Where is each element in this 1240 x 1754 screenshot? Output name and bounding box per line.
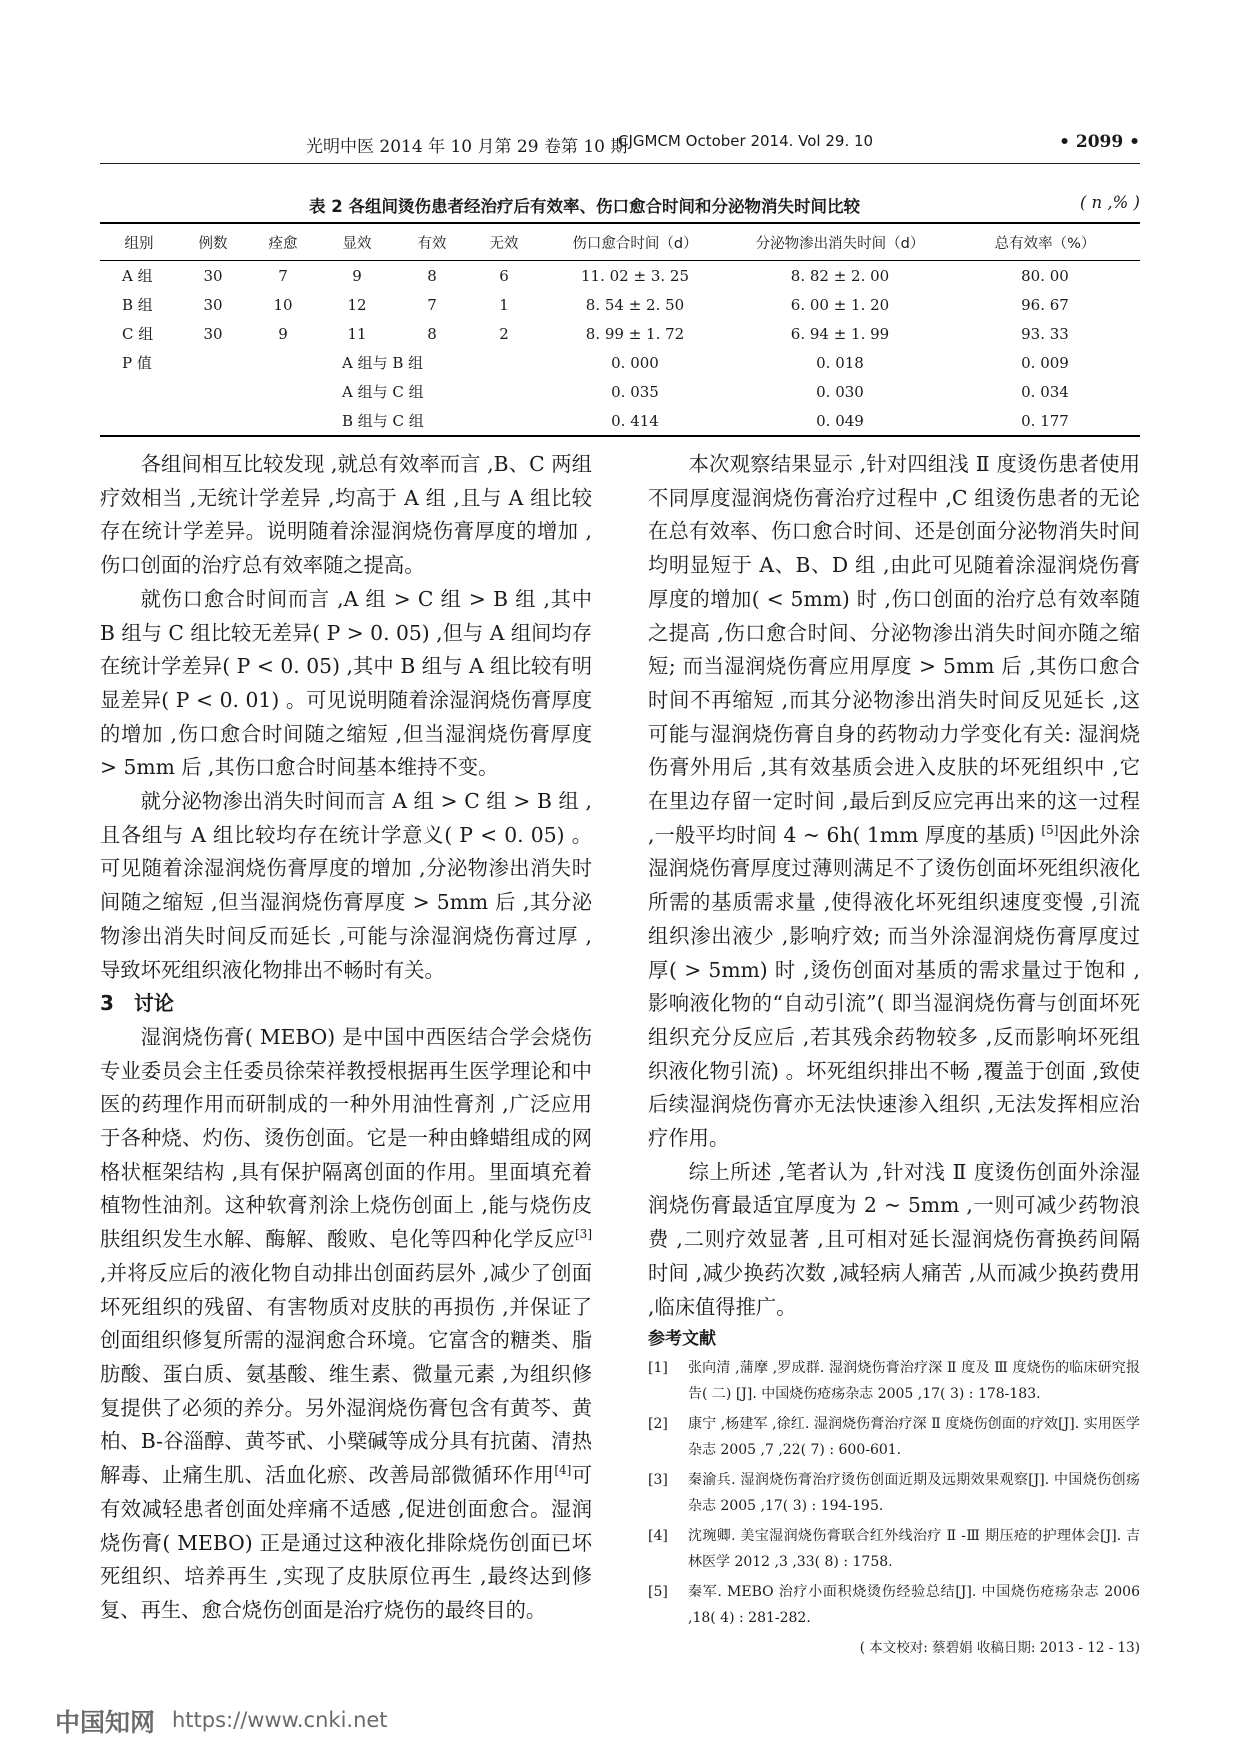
p-value-label: P 值 [122, 354, 152, 372]
reference-item: [3] 秦渝兵. 湿润烧伤膏治疗烫伤创面近期及远期效果观察[J]. 中国烧伤创疡杂志 2005 ,17( 3) : 194-195. [648, 1472, 1140, 1514]
table-cell: 9 [352, 266, 362, 285]
references-heading: 参考文献 [648, 1329, 716, 1350]
citation: [5] [1041, 822, 1059, 837]
journal-title-cn: 光明中医 2014 年 10 月第 29 卷第 10 期 [306, 137, 628, 157]
col-header-healing-time: 伤口愈合时间（d） [540, 223, 730, 261]
paragraph: 就分泌物渗出消失时间而言 A 组 > C 组 > B 组 ,且各组与 A 组比较均存在统计学意义( P < 0. 05) 。可见随着涂湿润烧伤膏厚度的增加 ,分泌物渗出消失时间随之缩短 ,但当湿润烧伤膏厚度 > 5mm 后 ,其分泌物渗出消失时间反而延长 ,可能与涂湿润烧伤膏过厚 ,导致坏死组织液化物排出不畅时有关。 [100, 789, 592, 982]
table-cell: 6 [499, 266, 509, 285]
table-cell: 0. 018 [816, 353, 864, 372]
table-cell: 8. 82 ± 2. 00 [790, 266, 890, 285]
table-row [100, 290, 1140, 319]
table-cell: 8. 99 ± 1. 72 [585, 324, 685, 343]
table-cell: 8 [427, 266, 437, 285]
col-header-secretion-time: 分泌物渗出消失时间（d） [730, 223, 950, 261]
comparison-label: B 组与 C 组 [318, 406, 540, 436]
table-row [100, 406, 1140, 436]
table-cell: 30 [203, 324, 223, 343]
reference-list [648, 1356, 1140, 1631]
page-number: • 2099 • [1059, 132, 1140, 152]
table-cell: 0. 049 [730, 406, 950, 436]
table-title: 表 2 各组间烫伤患者经治疗后有效率、伤口愈合时间和分泌物消失时间比较 [309, 197, 860, 216]
reference-item: [4] 沈琬卿. 美宝湿润烧伤膏联合红外线治疗 Ⅱ -Ⅲ 期压疮的护理体会[J]. 吉林医学 2012 ,3 ,33( 8) : 1758. [648, 1528, 1140, 1570]
cnki-logo: 中国知网 [55, 1708, 156, 1737]
header-rule [100, 163, 1140, 164]
table-cell: 1 [499, 295, 509, 314]
col-header-effective: 有效 [396, 223, 468, 261]
cnki-url-link[interactable]: https://www.cnki.net [172, 1708, 388, 1732]
paragraph: 综上所述 ,笔者认为 ,针对浅 Ⅱ 度烫伤创面外涂湿润烧伤膏最适宜厚度为 2 ~ 5mm ,一则可减少药物浪费 ,二则疗效显著 ,且可相对延长湿润烧伤膏换药间隔时间 ,减少换药次数 ,减轻病人痛苦 ,从而减少换药费用 ,临床值得推广。 [648, 1159, 1140, 1319]
table-cell: 8. 54 ± 2. 50 [585, 295, 685, 314]
paragraph: 就伤口愈合时间而言 ,A 组 > C 组 > B 组 ,其中 B 组与 C 组比较无差异( P > 0. 05) ,但与 A 组间均存在统计学差异( P < 0. 05) ,其中 B 组与 A 组比较有明显差异( P < 0. 01) 。可见说明随着涂湿润烧伤膏厚度的增加 ,伤口愈合时间随之缩短 ,但当湿润烧伤膏厚度 > 5mm 后 ,其伤口愈合时间基本维持不变。 [100, 586, 592, 780]
table-cell: A 组 [122, 267, 153, 285]
table-cell: 0. 035 [611, 382, 659, 401]
table-cell: 2 [499, 324, 509, 343]
table-cell: B 组 [122, 296, 153, 314]
citation: [3] [575, 1227, 592, 1242]
table-cell: 6. 00 ± 1. 20 [790, 295, 890, 314]
table-cell: 11 [347, 324, 367, 343]
col-header-total-rate: 总有效率（%） [950, 223, 1140, 261]
table-cell: 0. 030 [816, 382, 864, 401]
section-number: 3 [100, 991, 114, 1016]
table-row [100, 261, 1140, 291]
right-column [648, 448, 1140, 1660]
table-cell: 30 [203, 295, 223, 314]
reference-item: [2] 康宁 ,杨建军 ,徐红. 湿润烧伤膏治疗深 Ⅱ 度烧伤创面的疗效[J]. 实用医学杂志 2005 ,7 ,22( 7) : 600-601. [648, 1416, 1140, 1458]
results-table [100, 222, 1140, 437]
table-cell: 96. 67 [1021, 295, 1069, 314]
col-header-marked: 显效 [318, 223, 396, 261]
table-cell: 0. 034 [1021, 382, 1069, 401]
comparison-label: A 组与 C 组 [342, 383, 424, 401]
table-cell: 10 [273, 295, 293, 314]
table-cell: 11. 02 ± 3. 25 [581, 266, 689, 285]
table-cell: 12 [347, 295, 367, 314]
reference-item: [1] 张向清 ,蒲摩 ,罗成群. 湿润烧伤膏治疗深 Ⅱ 度及 Ⅲ 度烧伤的临床研究报告( 二) [J]. 中国烧伤疮疡杂志 2005 ,17( 3) : 178-183. [648, 1360, 1140, 1402]
table-row [100, 319, 1140, 348]
table-cell: 0. 000 [611, 353, 659, 372]
col-header-cases: 例数 [178, 223, 248, 261]
table-cell: 9 [278, 324, 288, 343]
section-title: 讨论 [133, 991, 174, 1016]
comparison-label: A 组与 B 组 [342, 354, 424, 372]
table-cell: 0. 414 [540, 406, 730, 436]
citation: [4] [554, 1463, 572, 1478]
table-cell: 7 [427, 295, 437, 314]
table-cell: 0. 009 [1021, 353, 1069, 372]
col-header-group: 组别 [100, 223, 178, 261]
paragraph: 湿润烧伤膏( MEBO) 是中国中西医结合学会烧伤专业委员会主任委员徐荣祥教授根据再生医学理论和中医的药理作用而研制成的一种外用油性膏剂 ,广泛应用于各种烧、灼伤、烫伤创面。它是一种由蜂蜡组成的网格状框架结构 ,具有保护隔离创面的作用。里面填充着植物性油剂。这种软膏剂涂上烧伤创面上 ,能与烧伤皮肤组织发生水解、酶解、酸败、皂化等四种化学反应[3] ,并将反应后的液化物自动排出创面药层外 ,减少了创面坏死组织的残留、有害物质对皮肤的再损伤 ,并保证了创面组织修复所需的湿润愈合环境。它富含的糖类、脂肪酸、蛋白质、氨基酸、维生素、微量元素 ,为组织修复提供了必须的养分。另外湿润烧伤膏包含有黄芩、黄柏、B-谷淄醇、黄芩甙、小檗碱等成分具有抗菌、清热解毒、止痛生肌、活血化瘀、改善局部微循环作用[4]可有效减轻患者创面处痒痛不适感 ,促进创面愈合。湿润烧伤膏( MEBO) 正是通过这种液化排除烧伤创面已坏死组织、培养再生 ,实现了皮肤原位再生 ,最终达到修复、再生、愈合烧伤创面是治疗烧伤的最终目的。 [100, 1024, 592, 1622]
table-cell: 8 [427, 324, 437, 343]
journal-title-en: CJGMCM October 2014. Vol 29. 10 [618, 132, 874, 150]
table-cell: 80. 00 [1021, 266, 1069, 285]
proof-note: ( 本文校对: 蔡碧娟 收稿日期: 2013 - 12 - 13) [859, 1640, 1140, 1657]
table-cell: 7 [278, 266, 288, 285]
table-cell: 6. 94 ± 1. 99 [790, 324, 890, 343]
table-cell: 0. 177 [950, 406, 1140, 436]
left-column [100, 448, 592, 1628]
paragraph: 各组间相互比较发现 ,就总有效率而言 ,B、C 两组疗效相当 ,无统计学差异 ,均高于 A 组 ,且与 A 组比较存在统计学差异。说明随着涂湿润烧伤膏厚度的增加 ,伤口创面的治疗总有效率随之提高。 [100, 452, 592, 578]
table-caption [100, 193, 1140, 219]
table-cell: 93. 33 [1021, 324, 1069, 343]
reference-item: [5] 秦军. MEBO 治疗小面积烧烫伤经验总结[J]. 中国烧伤疮疡杂志 2006 ,18( 4) : 281-282. [648, 1584, 1140, 1626]
table-header-row [100, 223, 1140, 261]
table-cell: C 组 [122, 325, 154, 343]
running-header [100, 132, 1140, 158]
table-cell: 30 [203, 266, 223, 285]
col-header-cured: 痊愈 [248, 223, 318, 261]
table-row [100, 377, 1140, 406]
section-heading [100, 987, 592, 1021]
col-header-ineffective: 无效 [468, 223, 540, 261]
table-unit: ( n ,% ) [1079, 193, 1140, 212]
paragraph: 本次观察结果显示 ,针对四组浅 Ⅱ 度烫伤患者使用不同厚度湿润烧伤膏治疗过程中 ,C 组烫伤患者的无论在总有效率、伤口愈合时间、还是创面分泌物消失时间均明显短于 A、B、D 组 ,由此可见随着涂湿润烧伤膏厚度的增加( < 5mm) 时 ,伤口创面的治疗总有效率随之提高 ,伤口愈合时间、分泌物渗出消失时间亦随之缩短; 而当湿润烧伤膏应用厚度 > 5mm 后 ,其伤口愈合时间不再缩短 ,而其分泌物渗出消失时间反见延长 ,这可能与湿润烧伤膏自身的药物动力学变化有关: 湿润烧伤膏外用后 ,其有效基质会进入皮肤的坏死组织中 ,它在里边存留一定时间 ,最后到反应完再出来的这一过程 ,一般平均时间 4 ~ 6h( 1mm 厚度的基质) [5]因此外涂湿润烧伤膏厚度过薄则满足不了烫伤创面坏死组织液化所需的基质需求量 ,使得液化坏死组织速度变慢 ,引流组织渗出液少 ,影响疗效; 而当外涂湿润烧伤膏厚度过厚( > 5mm) 时 ,烫伤创面对基质的需求量过于饱和 ,影响液化物的“自动引流”( 即当湿润烧伤膏与创面坏死组织充分反应后 ,若其残余药物较多 ,反而影响坏死组织液化物引流) 。坏死组织排出不畅 ,覆盖于创面 ,致使后续湿润烧伤膏亦无法快速渗入组织 ,无法发挥相应治疗作用。 [648, 452, 1140, 1151]
table-row [100, 348, 1140, 377]
